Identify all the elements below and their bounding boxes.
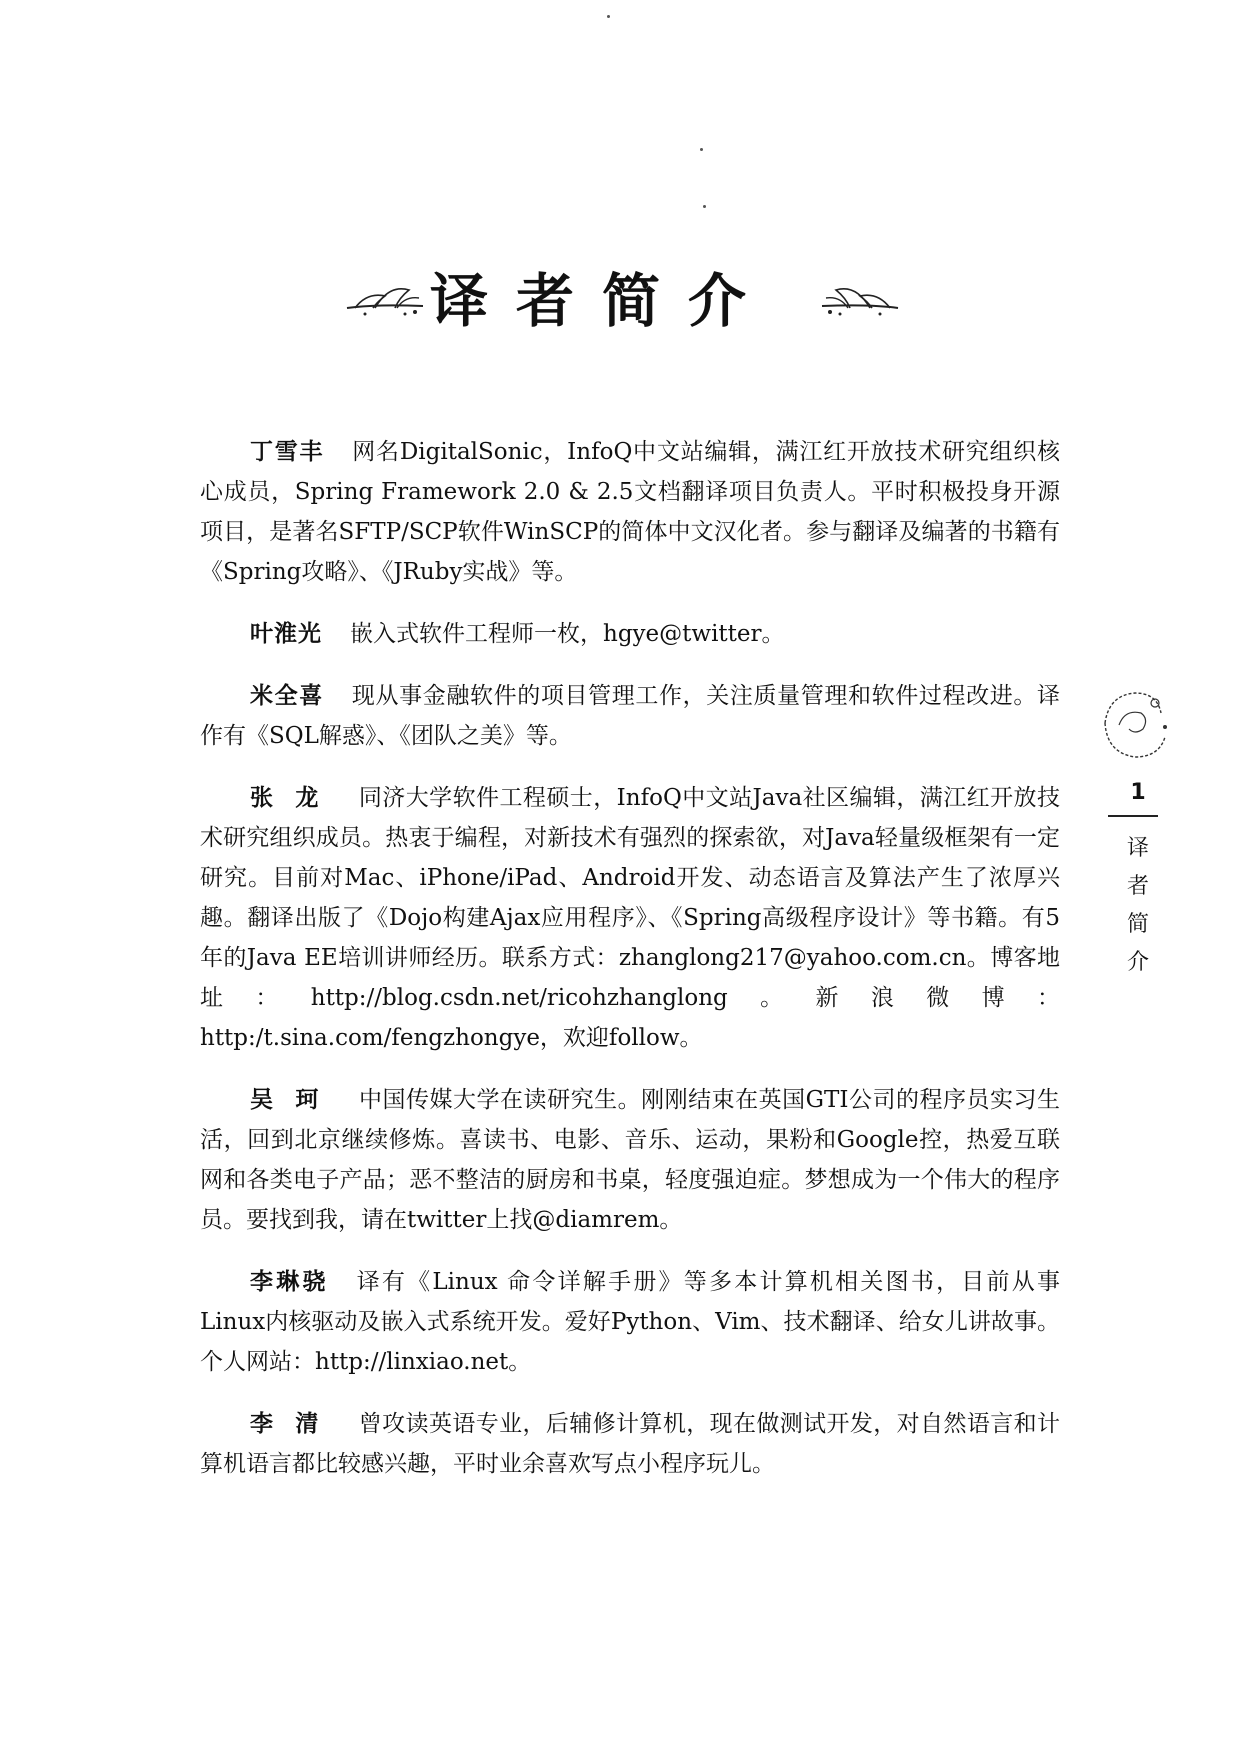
translator-entry — [200, 1262, 1060, 1382]
translator-name: 米全喜 — [250, 683, 324, 709]
translator-bio: 嵌入式软件工程师一枚，hgye@twitter。 — [350, 621, 785, 647]
translator-bio: 同济大学软件工程硕士，InfoQ中文站Java社区编辑，满江红开放技术研究组织成员。热衷于编程，对新技术有强烈的探索欲，对Java轻量级框架有一定研究。目前对Mac、iPhone/iPad、Android开发、动态语言及算法产生了浓厚兴趣。翻译出版了《Dojo构建Ajax应用程序》、《Spring高级程序设计》等书籍。有5年的Java EE培训讲师经历。联系方式：zhanglong217@yahoo.com.cn。博客地址：http://blog.csdn.net/ricohzhanglong。新浪微博：http:/t.sina.com/fengzhongye，欢迎follow。 — [200, 785, 1060, 1051]
page-number: 1 — [1130, 780, 1146, 805]
page-header — [0, 258, 1241, 338]
translator-bio: 现从事金融软件的项目管理工作，关注质量管理和软件过程改进。译作有《SQL解惑》、《团队之美》等。 — [200, 683, 1060, 749]
translator-name: 李清 — [250, 1411, 341, 1437]
translator-bio: 曾攻读英语专业，后辅修计算机，现在做测试开发，对自然语言和计算机语言都比较感兴趣，平时业余喜欢写点小程序玩儿。 — [200, 1411, 1061, 1477]
translator-name: 吴珂 — [250, 1087, 342, 1113]
translator-entry — [200, 432, 1060, 592]
right-floral-ornament-icon — [820, 278, 900, 322]
translator-name: 张龙 — [250, 785, 341, 811]
translator-bio: 网名DigitalSonic，InfoQ中文站编辑，满江红开放技术研究组织核心成员，Spring Framework 2.0 & 2.5文档翻译项目负责人。平时积极投身开源项目，是著名SFTP/SCP软件WinSCP的简体中文汉化者。参与翻译及编著的书籍有《Spring攻略》、《JRuby实战》等。 — [200, 439, 1060, 585]
translator-list — [200, 432, 1060, 1506]
translator-name: 叶淮光 — [250, 621, 322, 647]
translator-entry — [200, 778, 1060, 1058]
margin-floral-ornament-icon — [1095, 683, 1175, 769]
running-section-title: 译者简介 — [1126, 836, 1149, 975]
translator-entry — [200, 614, 1060, 654]
translator-bio: 译有《Linux 命令详解手册》等多本计算机相关图书，目前从事Linux内核驱动及嵌入式系统开发。爱好Python、Vim、技术翻译、给女儿讲故事。个人网站：http://linxiao.net。 — [200, 1269, 1061, 1375]
scan-speck — [703, 205, 706, 208]
margin-divider — [1108, 815, 1158, 817]
translator-name: 丁雪丰 — [250, 439, 325, 465]
translator-bio: 中国传媒大学在读研究生。刚刚结束在英国GTI公司的程序员实习生活，回到北京继续修炼。喜读书、电影、音乐、运动，果粉和Google控，热爱互联网和各类电子产品；恶不整洁的厨房和书桌，轻度强迫症。梦想成为一个伟大的程序员。要找到我，请在twitter上找@diamrem。 — [200, 1087, 1060, 1233]
translator-entry — [200, 1404, 1060, 1484]
translator-entry — [200, 1080, 1060, 1240]
scan-speck — [607, 15, 610, 18]
translator-name: 李琳骁 — [250, 1269, 329, 1295]
scan-speck — [700, 148, 703, 151]
left-floral-ornament-icon — [345, 278, 425, 322]
page-title: 译者简介 — [430, 267, 775, 335]
translator-entry — [200, 676, 1060, 756]
